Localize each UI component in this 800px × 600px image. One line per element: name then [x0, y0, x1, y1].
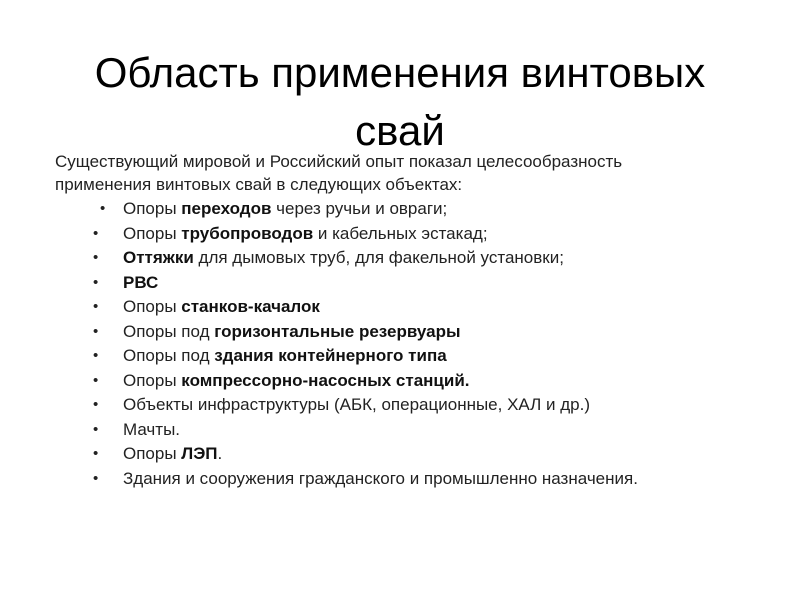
item-text-regular: и кабельных эстакад; — [313, 223, 488, 243]
slide-title-line1: Область применения винтовых — [94, 49, 706, 96]
item-text-regular: через ручьи и овраги; — [271, 199, 448, 218]
slide-title — [40, 44, 760, 160]
item-text-bold: компрессорно-насосных станций. — [181, 370, 470, 390]
item-text-regular: Опоры под — [123, 321, 215, 341]
bullet-icon: • — [100, 200, 106, 217]
list-item — [0, 295, 800, 320]
item-text-regular: Здания и сооружения гражданского и промышленно назначения. — [123, 468, 638, 488]
item-text-regular: Опоры — [123, 444, 182, 463]
bullet-icon: • — [93, 371, 99, 389]
intro-paragraph — [55, 150, 775, 196]
list-item — [0, 246, 800, 271]
item-text-bold: станков-качалок — [181, 297, 320, 316]
list-item — [0, 369, 800, 394]
list-item — [0, 271, 800, 296]
intro-line1: Существующий мировой и Российский опыт показал целесообразность — [55, 152, 623, 171]
item-text-bold: ЛЭП — [181, 444, 218, 463]
bullet-icon: • — [93, 322, 99, 340]
bullet-icon: • — [93, 396, 99, 413]
bullet-icon: • — [93, 420, 99, 438]
item-text-bold: РВС — [123, 272, 159, 292]
bullet-list — [0, 197, 800, 491]
list-item-text — [123, 344, 447, 369]
list-item — [0, 222, 800, 247]
bullet-icon: • — [93, 224, 99, 242]
item-text-bold: переходов — [181, 199, 272, 218]
list-item — [0, 467, 800, 492]
list-item — [0, 197, 800, 222]
bullet-icon: • — [93, 298, 99, 315]
list-item — [0, 442, 800, 467]
list-item — [0, 320, 800, 345]
slide-title-line2: свай — [355, 107, 445, 154]
bullet-icon: • — [93, 347, 99, 364]
list-item-text — [123, 442, 222, 467]
item-text-bold: трубопроводов — [181, 223, 314, 243]
item-text-regular: Мачты. — [123, 419, 181, 439]
bullet-icon: • — [93, 249, 99, 266]
intro-line2: применения винтовых свай в следующих объектах: — [55, 175, 463, 194]
item-text-regular: для дымовых труб, для факельной установки; — [193, 248, 564, 267]
list-item — [0, 418, 800, 443]
item-text-regular: Опоры — [123, 199, 182, 218]
item-text-regular: Опоры — [123, 297, 182, 316]
list-item-text — [123, 295, 320, 320]
item-text-bold: здания контейнерного типа — [214, 346, 447, 365]
bullet-icon: • — [93, 445, 99, 462]
list-item-text — [123, 197, 447, 222]
item-text-regular: Опоры — [123, 370, 182, 390]
list-item-text — [123, 418, 180, 443]
list-item-text — [123, 320, 461, 345]
item-text-regular: Опоры — [123, 223, 182, 243]
list-item — [0, 393, 800, 418]
bullet-icon: • — [93, 469, 99, 487]
item-text-regular: . — [217, 444, 223, 463]
bullet-icon: • — [93, 273, 99, 291]
list-item-text — [123, 222, 488, 247]
list-item-text — [123, 246, 564, 271]
list-item-text — [123, 271, 158, 296]
item-text-bold: горизонтальные резервуары — [214, 321, 461, 341]
item-text-regular: Объекты инфраструктуры (АБК, операционные, ХАЛ и др.) — [123, 395, 590, 414]
list-item-text — [123, 369, 470, 394]
list-item — [0, 344, 800, 369]
item-text-regular: Опоры под — [123, 346, 215, 365]
list-item-text — [123, 393, 590, 418]
list-item-text — [123, 467, 638, 492]
item-text-bold: Оттяжки — [123, 248, 194, 267]
